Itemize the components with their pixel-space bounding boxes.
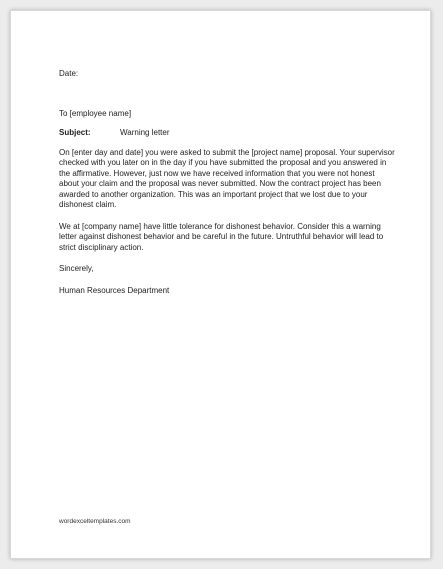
paragraph-2-line: strict disciplinary action. <box>59 242 144 252</box>
paragraph-1-line: dishonest claim. <box>59 200 117 209</box>
subject-label: Subject: <box>59 128 91 137</box>
signature-text: Human Resources Department <box>59 285 170 295</box>
paragraph-2-line: We at [company name] have little tolerance for dishonest behavior. Consider this a warning <box>59 221 381 231</box>
paragraph-2-line: letter against dishonest behavior and be careful in the future. Untruthful behavior will lead to <box>59 232 384 241</box>
paragraph-1-line: awarded to another organization. This was an important project that we lost due to your <box>59 189 368 199</box>
paragraph-2 <box>59 222 403 254</box>
closing-text: Sincerely, <box>59 264 94 273</box>
paragraph-1 <box>59 148 403 211</box>
paragraph-1-line: On [enter day and date] you were asked to submit the [project name] proposal. Your supervisor <box>59 147 395 157</box>
footer-website: wordexceltemplates.com <box>59 518 131 525</box>
paragraph-1-line: the affirmative. However, just now we have received information that you were not honest <box>59 168 375 178</box>
subject-row <box>59 128 403 139</box>
paragraph-1-line: checked with you later on in the day if you have submitted the proposal and you answered in <box>59 158 387 167</box>
letter-body <box>59 69 403 296</box>
document-page <box>10 10 431 559</box>
recipient-line: To [employee name] <box>59 108 132 118</box>
paragraph-1-line: about your claim and the proposal was never submitted. Now the contract project has been <box>59 179 381 188</box>
subject-value: Warning letter <box>120 128 170 137</box>
date-label: Date: <box>59 69 79 78</box>
